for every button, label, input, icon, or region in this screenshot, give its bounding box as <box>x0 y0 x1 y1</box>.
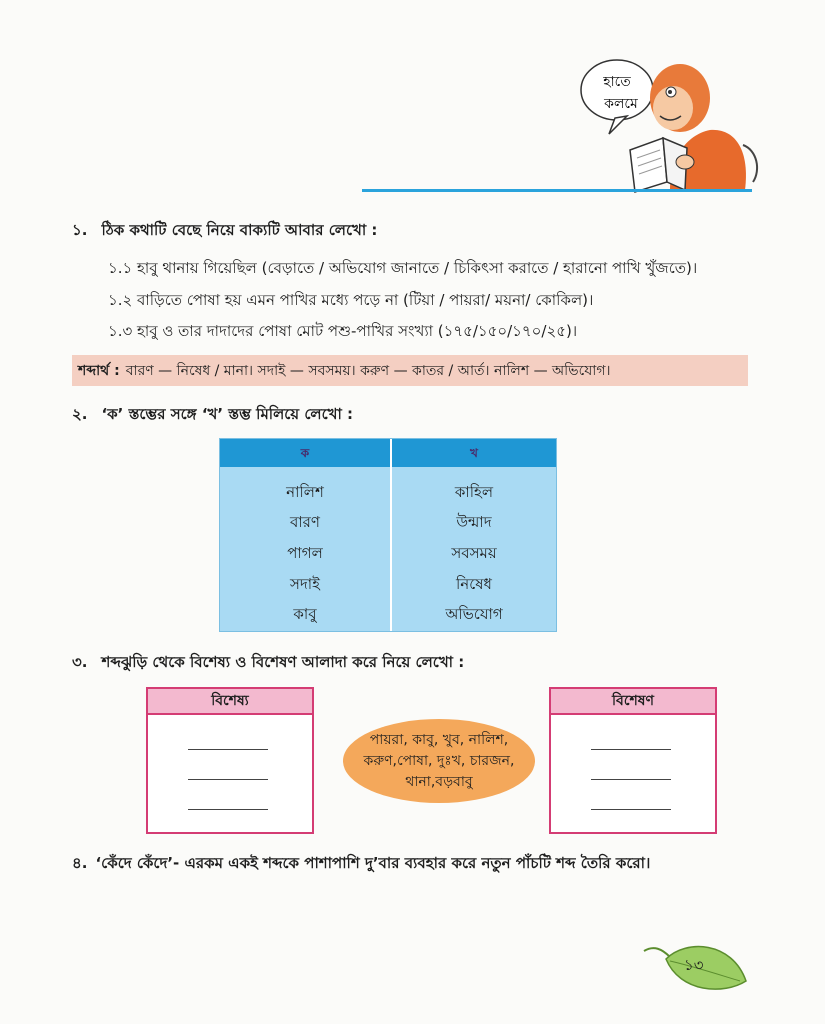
question-4 <box>72 852 650 877</box>
question-3-prompt: শব্দঝুড়ি থেকে বিশেষ্য ও বিশেষণ আলাদা করে নিয়ে লেখো : <box>101 653 465 671</box>
bubble-line-2: কলমে <box>604 96 638 112</box>
adjective-answer-box <box>549 687 717 834</box>
matching-table <box>219 438 557 632</box>
glossary-label: শব্দার্থ : <box>78 362 120 379</box>
question-2-prompt: ‘ক’ স্তম্ভের সঙ্গে ‘খ’ স্তম্ভ মিলিয়ে লেখো : <box>101 405 354 423</box>
column-b-header: খ <box>470 446 478 460</box>
answer-blank-line <box>188 749 268 750</box>
question-1-prompt: ঠিক কথাটি বেছে নিয়ে বাক্যটি আবার লেখো : <box>101 221 378 239</box>
mascot-illustration <box>575 50 765 200</box>
glossary-bar <box>72 355 748 386</box>
column-b-cell: সবসময় <box>451 544 497 562</box>
word-basket-text: পায়রা, কাবু, খুব, নালিশ, করুণ,পোষা, দুঃখ, চারজন, থানা,বড়বাবু <box>363 731 515 790</box>
question-1-item-2: ১.২ বাড়িতে পোষা হয় এমন পাখির মধ্যে পড়ে না (টিয়া / পায়রা/ ময়না/ কোকিল)। <box>108 291 594 309</box>
question-2 <box>72 403 353 428</box>
question-2-number: ২. <box>72 405 88 423</box>
answer-blank-line <box>591 809 671 810</box>
answer-blank-line <box>591 749 671 750</box>
header-divider-line <box>362 189 752 192</box>
question-4-number: ৪. <box>72 854 88 872</box>
column-a-cell: বারণ <box>289 513 321 531</box>
noun-box-title: বিশেষ্য <box>148 689 312 715</box>
column-b-cell: অভিযোগ <box>445 605 503 623</box>
answer-blank-line <box>188 779 268 780</box>
answer-blank-line <box>591 779 671 780</box>
question-1 <box>72 219 377 244</box>
noun-answer-box <box>146 687 314 834</box>
matching-table-header <box>220 439 556 467</box>
question-1-item-1: ১.১ হাবু থানায় গিয়েছিল (বেড়াতে / অভিযোগ জানাতে / চিকিৎসা করাতে / হারানো পাখি খুঁজতে)। <box>108 259 698 277</box>
column-b-cell: কাহিল <box>454 483 494 501</box>
column-a-cell: নালিশ <box>286 483 324 501</box>
glossary-text: বারণ — নিষেধ / মানা। সদাই — সবসময়। করুণ — কাতর / আর্ত। নালিশ — অভিযোগ। <box>125 362 611 379</box>
question-1-number: ১. <box>72 221 88 239</box>
column-b-cell: নিষেধ <box>456 575 492 593</box>
question-3-number: ৩. <box>72 653 88 671</box>
page-number: ১৩ <box>684 956 704 974</box>
adjective-box-title: বিশেষণ <box>551 689 715 715</box>
question-4-prompt: ‘কেঁদে কেঁদে’- এরকম একই শব্দকে পাশাপাশি দু’বার ব্যবহার করে নতুন পাঁচটি শব্দ তৈরি করো। <box>95 854 651 872</box>
column-a-header: ক <box>300 446 310 460</box>
question-1-item-3: ১.৩ হাবু ও তার দাদাদের পোষা মোট পশু-পাখির সংখ্যা (১৭৫/১৫০/১৭০/২৫)। <box>108 322 578 340</box>
bubble-line-1: হাতে <box>603 74 631 90</box>
word-basket <box>343 719 535 803</box>
answer-blank-line <box>188 809 268 810</box>
column-a-cell: পাগল <box>287 544 323 562</box>
column-a-cell: সদাই <box>290 575 320 593</box>
column-b-cell: উন্মাদ <box>456 513 492 531</box>
column-a-cell: কাবু <box>293 605 317 623</box>
question-3 <box>72 651 464 676</box>
